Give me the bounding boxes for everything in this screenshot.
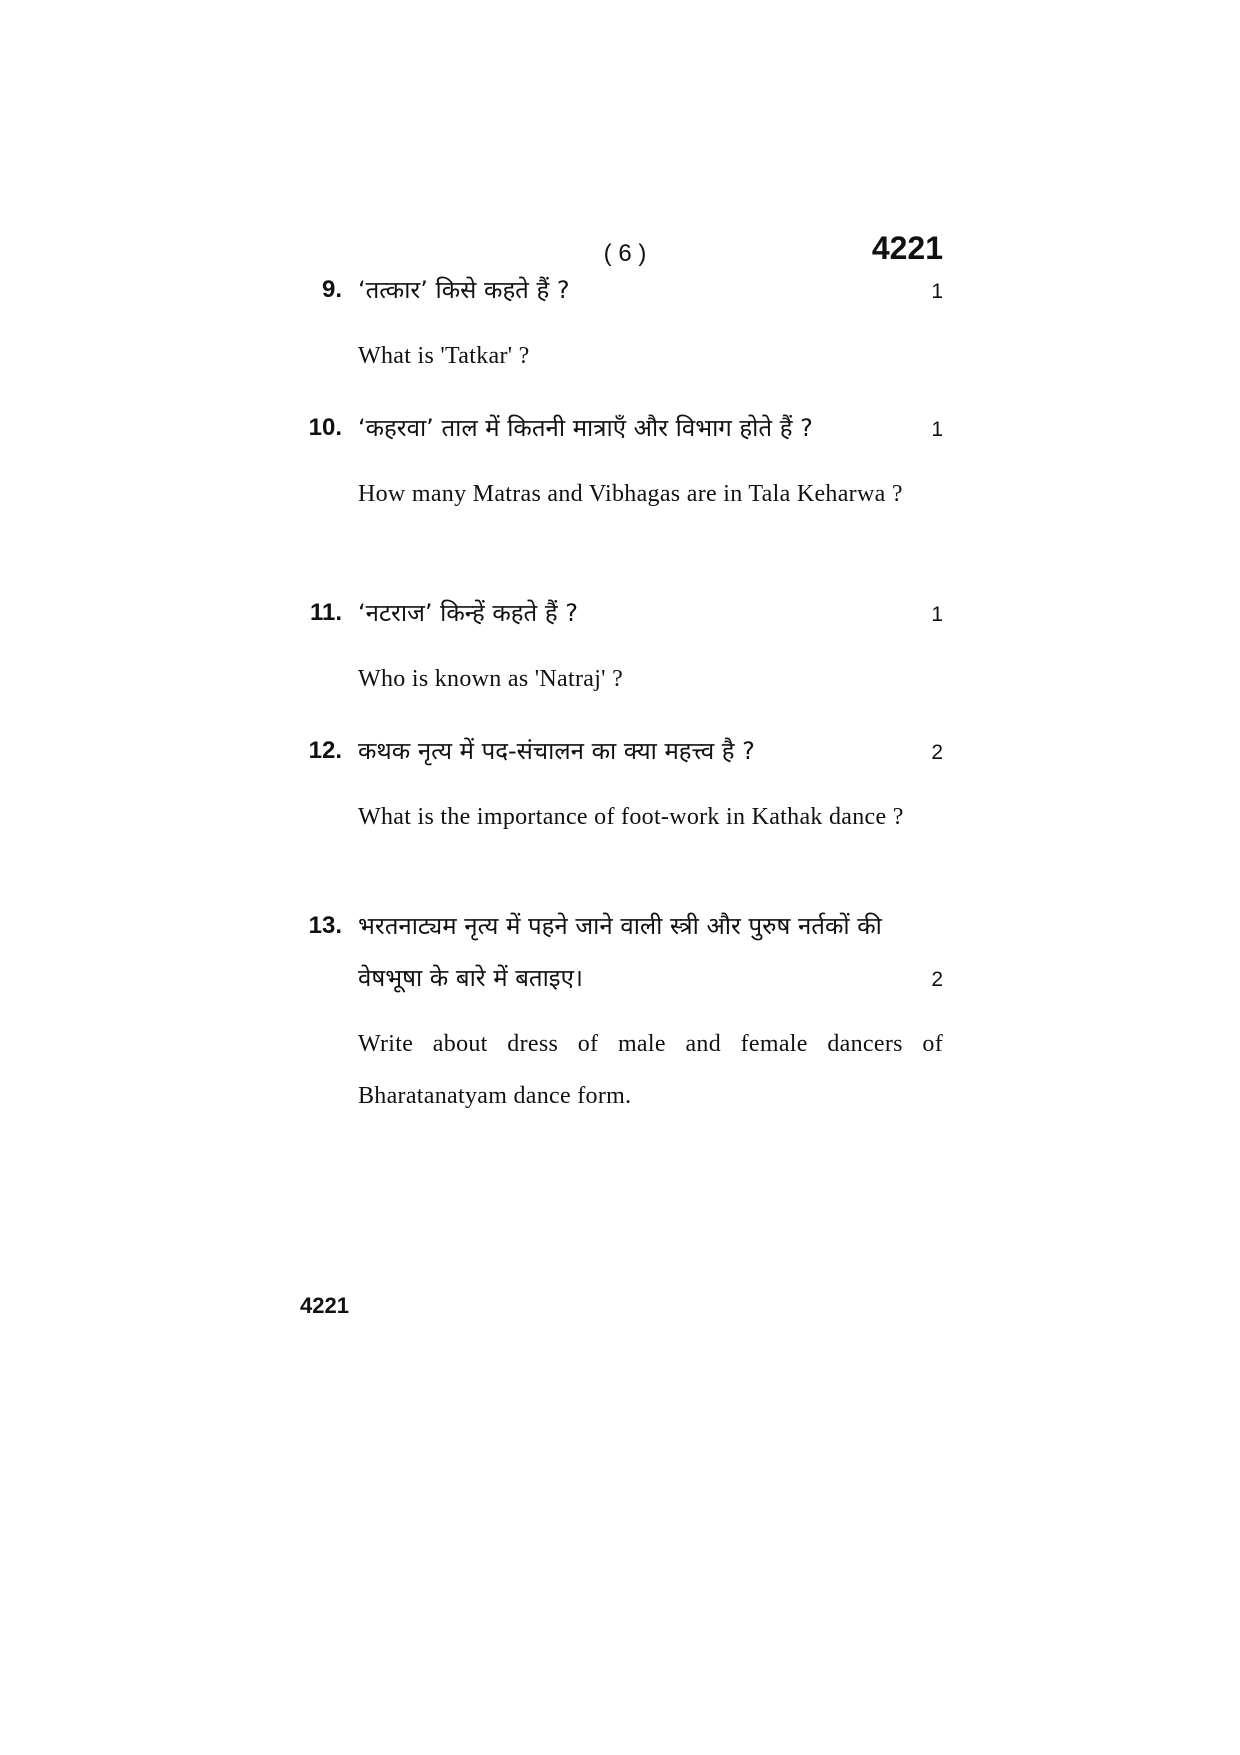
paper-code-footer: 4221 — [300, 1293, 349, 1318]
question-number: 12. — [308, 737, 342, 764]
question-hindi: कथक नृत्य में पद-संचालन का क्या महत्त्व है ? — [358, 737, 755, 765]
question-hindi: ‘तत्कार’ किसे कहते हैं ? — [358, 276, 570, 304]
question-marks: 1 — [931, 280, 943, 303]
question-hindi: ‘नटराज’ किन्हें कहते हैं ? — [358, 599, 578, 627]
question-marks: 1 — [931, 603, 943, 626]
question-number: 13. — [308, 912, 342, 939]
question-english: Write about dress of male and female dancers of Bharatanatyam dance form. — [358, 1031, 943, 1109]
paper-code-header: 4221 — [871, 230, 943, 266]
question-english: What is 'Tatkar' ? — [358, 343, 530, 369]
question-12 — [290, 725, 943, 843]
question-marks: 1 — [931, 418, 943, 441]
question-number: 11. — [309, 599, 342, 626]
question-10 — [290, 402, 943, 520]
question-number: 9. — [321, 276, 342, 303]
question-number: 10. — [308, 414, 342, 441]
question-marks: 2 — [931, 741, 943, 764]
question-english: How many Matras and Vibhagas are in Tala Keharwa ? — [358, 481, 903, 507]
question-hindi-line-2: वेषभूषा के बारे में बताइए। — [358, 964, 583, 992]
question-english: Who is known as 'Natraj' ? — [358, 666, 624, 692]
question-marks: 2 — [931, 968, 943, 991]
question-13 — [290, 900, 943, 1122]
question-hindi-line-1: भरतनाट्यम नृत्य में पहने जाने वाली स्त्री और पुरुष नर्तकों की — [358, 912, 882, 940]
question-hindi: ‘कहरवा’ ताल में कितनी मात्राएँ और विभाग होते हैं ? — [358, 414, 813, 442]
question-11 — [290, 587, 943, 705]
question-english: What is the importance of foot-work in Kathak dance ? — [358, 804, 904, 830]
question-9 — [290, 264, 943, 382]
page-number: ( 6 ) — [603, 240, 647, 267]
